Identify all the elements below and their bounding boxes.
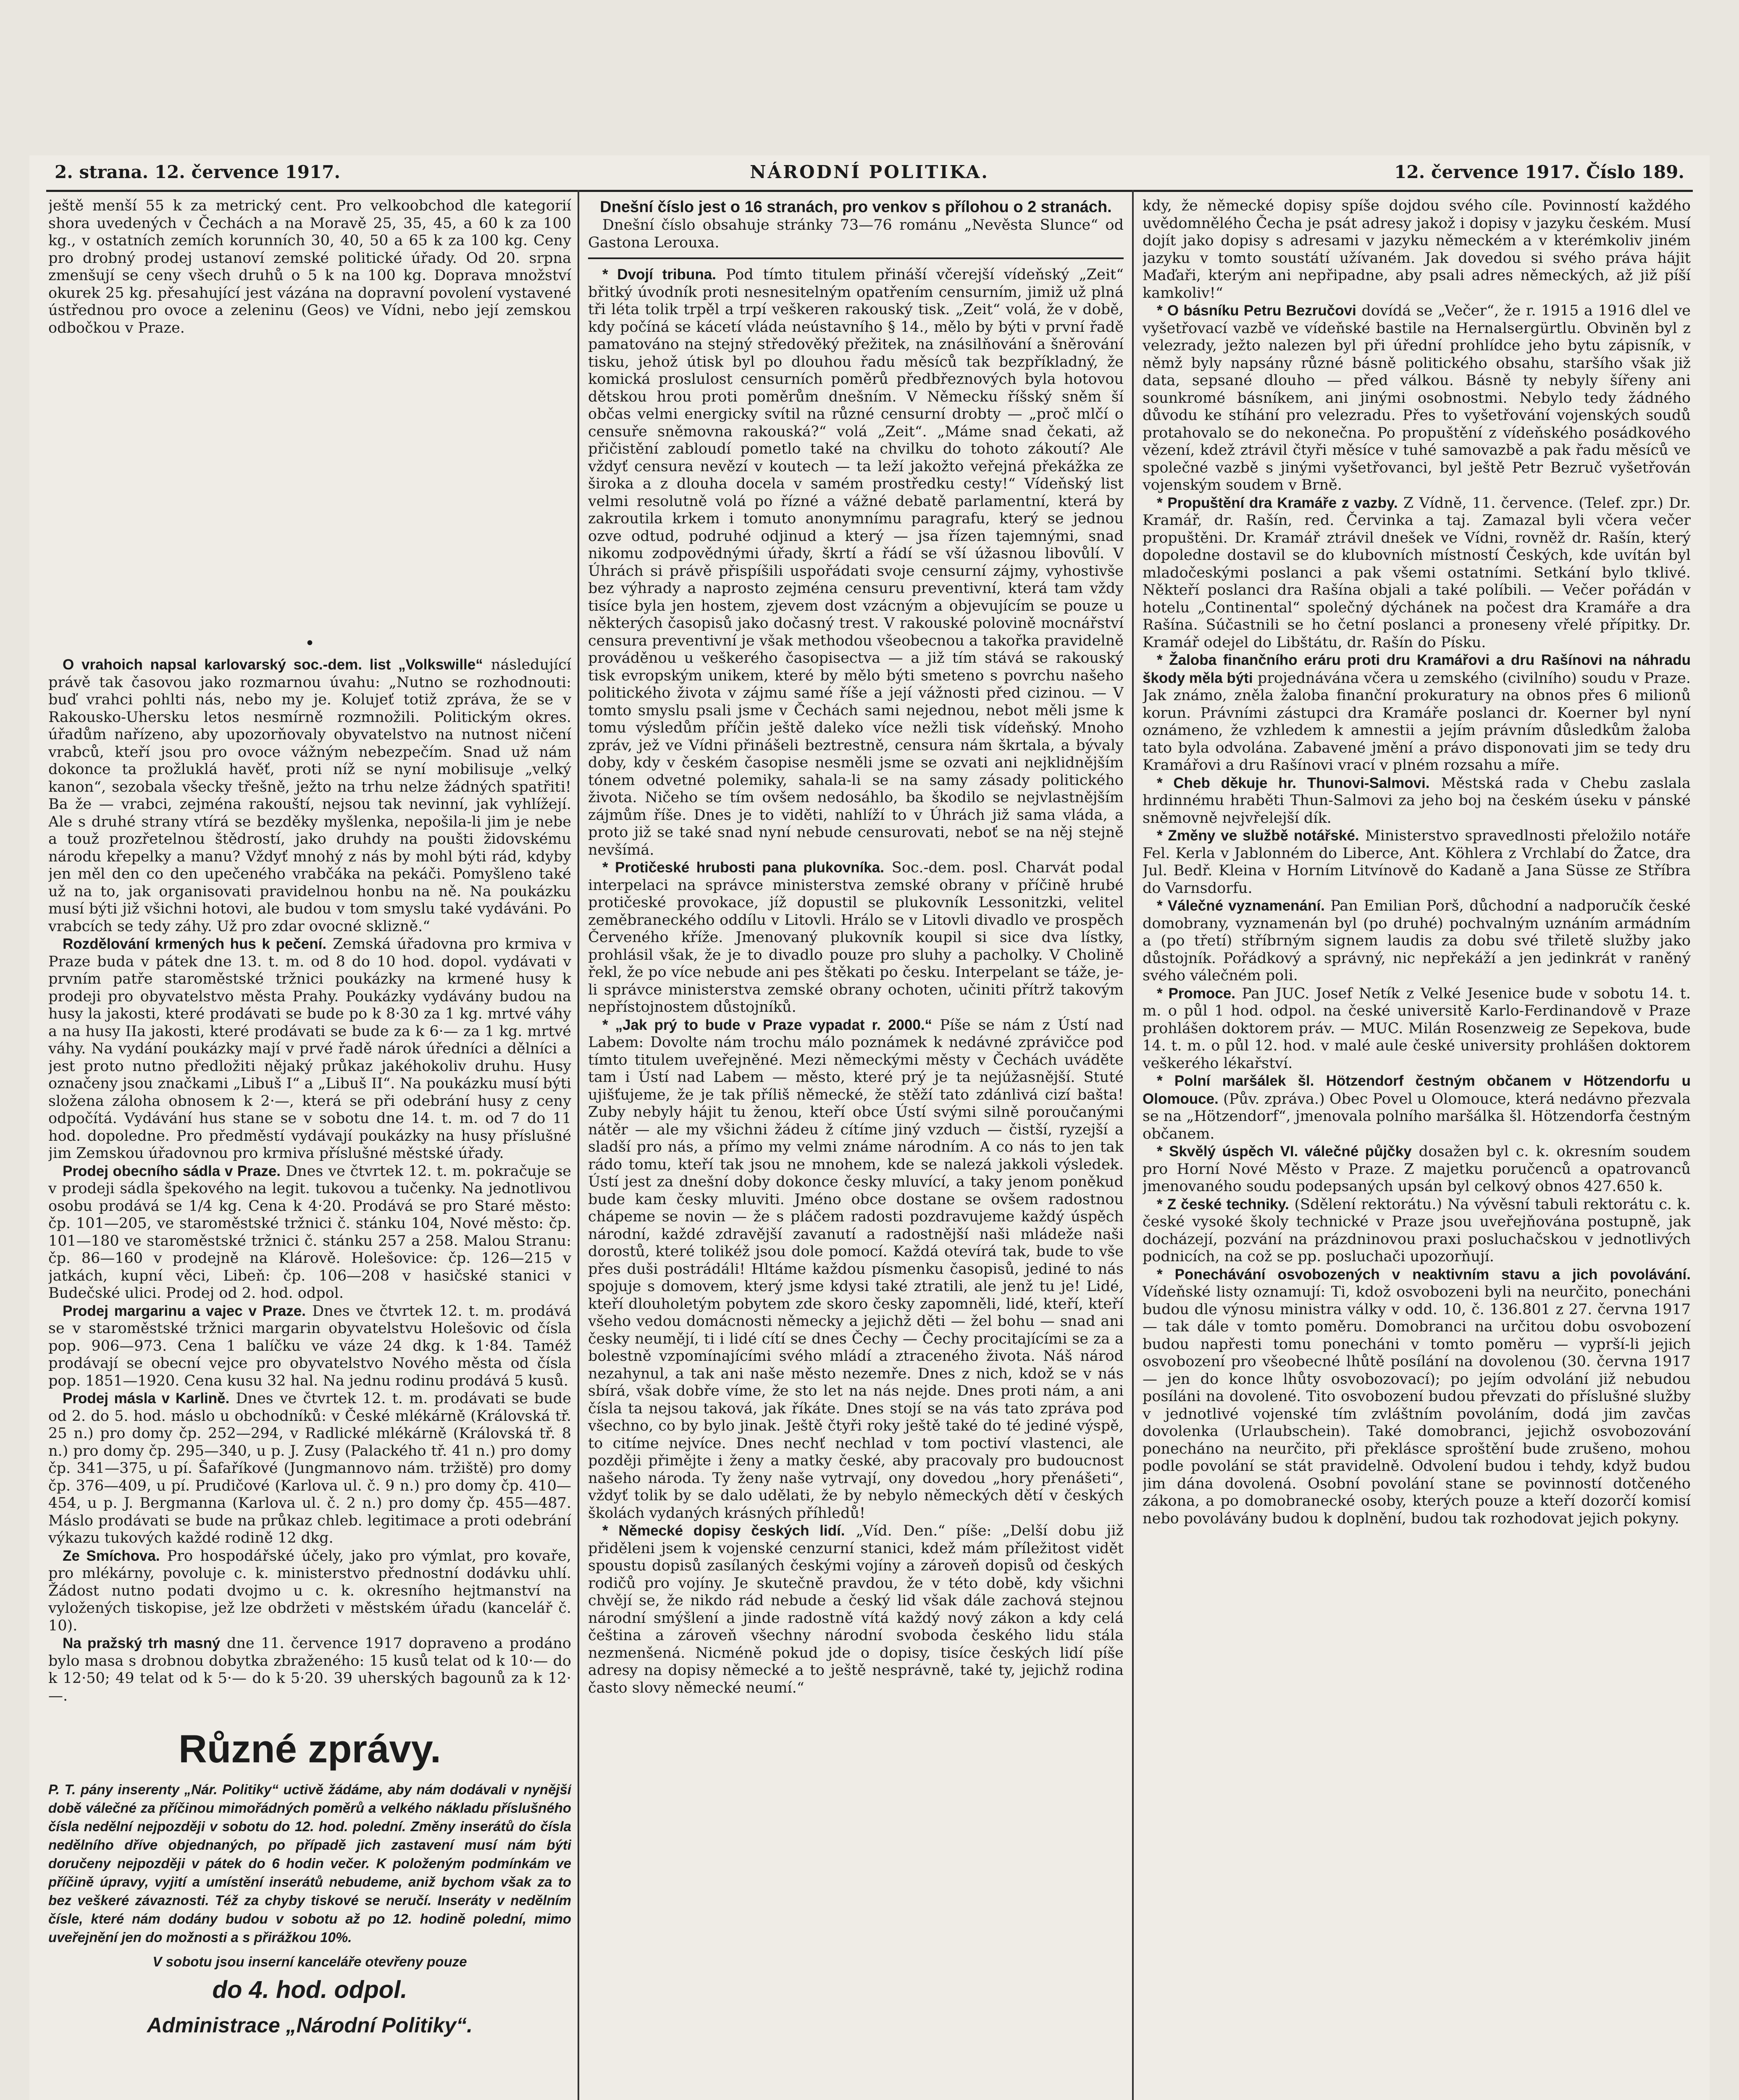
article-cheb-heading: * Cheb děkuje hr. Thunovi-Salmovi. xyxy=(1157,774,1430,791)
issue-notice-box xyxy=(588,197,1124,259)
column-2 xyxy=(588,197,1124,2100)
article-technika-body: (Sdělení rektorátu.) Na vývěsní tabuli rektorátu c. k. české vysoké školy technické v Praze jsou uveřejňována postupně, jak docházejí, pozvání na prázdninovou praxi posluchačskou v jednotlivých podnicích, na což se pp. posluchači upozorňují. xyxy=(1143,1196,1691,1265)
article-plukovnik xyxy=(588,859,1124,1016)
article-maslo-body: Dnes ve čtvrtek 12. t. m. prodávati se bude od 2. do 5. hod. máslo u obchodníků: v České mlékárně (Královská tř. 25 n.) pro domy čp. 252—294, v Radlické mlékárně (Královská tř. 8 n.) pro domy čp. 295—340, u p. J. Zusy (Palackého tř. 41 n.) pro domy čp. 341—375, u pí. Šafaříkové (Jungmannovo nám. tržiště) pro domy čp. 376—409, u pí. Prudičové (Karlova ul. č. 9 n.) pro domy čp. 410—454, u p. J. Bergmanna (Karlova ul. č. 2 n.) pro domy čp. 455—487. Máslo prodávati se bude na průkaz chleb. legitimace a proti odebrání výkazu tukových každé rodině 12 dkg. xyxy=(48,1390,571,1546)
article-zaloba-heading: * Žaloba finančního eráru proti dru Kramářovi a dru Rašínovi na náhradu škody měla býti xyxy=(1143,652,1691,686)
article-nemecke-dopisy-body: „Víd. Den.“ píše: „Delší dobu již přiděleni jsem k vojenské cenzurní stanici, kdež mám příležitost vidět spoustu dopisů zasílaných českými vojíny a zároveň dopisů od českých rodičů pro vojíny. Je skutečně pravdou, že v této době, kdy všichni chvějí se, že nikdo rád nebude a český lid však dále zachová stejnou národní smýšlení a jinde radostně vítá každý nový zákon a kdy celá čeština a zároveň všechny národní svoboda českého lidu stála nezmenšená. Nicméně pokud jde o dopisy, tisíce českých lidí píše adresy na dopisy německé a to ještě nesprávně, také ty, jejichž rodina často slovy německé neumí.“ xyxy=(588,1522,1124,1696)
article-valecna-pujcka-body: dosažen byl c. k. okresním soudem pro Horní Nové Město v Praze. Z majetku poručenců a opatrovanců jmenovaného soudu podepsaných upsán byl celkový obnos 427.650 k. xyxy=(1143,1143,1691,1195)
article-smichov-body: Pro hospodářské účely, jako pro výmlat, pro kovaře, pro mlékárny, povoluje c. k. ministerstvo přednostní dodávku uhlí. Žádost nutno podati dvojmo u c. k. okresního hejtmanství na vyložených tiskopise, jež lze obdržeti v městském úřadu (kancelář č. 10). xyxy=(48,1547,571,1634)
section-title-ruzne-zpravy: Různé zprávy. xyxy=(178,1727,441,1771)
article-praha-2000-heading: * „Jak prý to bude v Praze vypadat r. 2000.“ xyxy=(602,1016,933,1033)
article-dvoji-tribuna xyxy=(588,266,1124,859)
article-margarin xyxy=(48,1302,571,1390)
column-rule-2 xyxy=(1132,190,1134,2100)
page-header xyxy=(55,155,1684,189)
newspaper-page xyxy=(29,155,1710,2100)
article-notari-body: Ministerstvo spravedlnosti přeložilo notáře Fel. Kerla v Jablonném do Liberce, Ant. Köhlera z Vrchlabí do Žatce, dra Jul. Bedř. Kleina v Horním Litvínově do Kadaně a Jana Süsse ze Stříbra do Varnsdorfu. xyxy=(1143,827,1691,897)
header-date-left: 2. strana. 12. července 1917. xyxy=(55,162,341,182)
article-margarin-heading: Prodej margarinu a vajec v Praze. xyxy=(63,1302,306,1319)
article-zaloba-body: projednávána včera u zemského (civilního) soudu v Praze. Jak známo, zněla žaloba finanční prokuratury na obnos přes 6 milionů korun. Právními zástupci dra Kramáře poslanci dr. Koerner byl nyní oznámeno, že vzhledem k amnestii a jejím právním důsledkům žaloba tato byla odvolána. Zabavené jmění a právo disponovati jim se tedy dru Kramářovi a dru Rašínovi vrací v plném rozsahu a míře. xyxy=(1143,669,1691,774)
article-smichov-heading: Ze Smíchova. xyxy=(63,1547,160,1564)
article-dopisy-continued: kdy, že německé dopisy spíše dojdou svého cíle. Povinností každého uvědomnělého Čecha je psát adresy jakož i dopisy v jazyku českém. Musí dojít jako dopisy s adresami v jazyku německém a v kterémkoliv jiném jazyku v tomto soustátí užívaném. Jak dovedou si svého práva hájit Maďaři, kterým ani nepřipadne, aby psali adres německých, až již píší kamkoliv!“ xyxy=(1143,197,1691,302)
article-trh-heading: Na pražský trh masný xyxy=(63,1635,221,1651)
article-kramar-heading: * Propuštění dra Kramáře z vazby. xyxy=(1157,494,1398,511)
article-vrabci-heading: O vrahoich napsal karlovarský soc.-dem. list „Volkswille“ xyxy=(63,656,483,673)
article-vyznamenani-heading: * Válečné vyznamenání. xyxy=(1157,898,1325,914)
column-1 xyxy=(48,197,571,2100)
article-hotzendorf xyxy=(1143,1072,1691,1143)
advertiser-notice: P. T. pány inserenty „Nár. Politiky“ uctivě žádáme, aby nám dodávali v nynější době válečné za příčinou mimořádných poměrů a velkého nákladu příslušného čísla nedělní nejpozději v sobotu do 12. hod. polední. Změny inserátů do čísla nedělního dříve objednaných, po případě jich zastavení musí nám býti doručeny nejpozději v pátek do 6 hodin večer. K položeným podmínkám ve příčině úpravy, vyjití a umístění inserátů nebudeme, aniž bychom však za to bez veškeré závaznosti. Též za chyby tiskové se neručí. Inseráty v nedělním čísle, které nám dodány budou v sobotu až po 12. hodině polední, mimo uveřejnění jen do možnosti a s přirážkou 10%. xyxy=(48,1782,571,1945)
advertiser-notice-time: do 4. hod. odpol. xyxy=(212,1976,407,2003)
article-husy xyxy=(48,935,571,1163)
article-vyznamenani-body: Pan Emilian Porš, důchodní a nadporučík české domobrany, vyznamenán byl (po druhé) pochvalným uznáním armádním a (po třetí) stříbrným signem laudis za dobu své třiletě služby jako důstojník. Pořádkový a správný, nic nepřekáží a jen jedinkrát v raněný svého válečném poli. xyxy=(1143,898,1691,984)
header-date-right: 12. července 1917. Číslo 189. xyxy=(1394,162,1684,182)
article-trh-body: dne 11. července 1917 dopraveno a prodáno bylo masa s drobnou dobytka zbraženého: 15 kusů telat od k 10·— do k 12·50; 49 telat od k 5·— do k 5·20. 39 uherských bagounů za k 12·—. xyxy=(48,1635,571,1704)
masthead-title: NÁRODNÍ POLITIKA. xyxy=(750,162,989,182)
issue-notice: Dnešní číslo jest o 16 stranách, pro venkov s přílohou o 2 stranách. xyxy=(600,198,1112,216)
article-cheb-body: Městská rada v Chebu zaslala hrdinnému hraběti Thun-Salmovi za jeho boj na českém úseku v pánské sněmovně nejvřelejší dík. xyxy=(1143,774,1691,827)
blank-space xyxy=(48,337,571,631)
article-osvobozeni xyxy=(1143,1266,1691,1528)
article-vyznamenani xyxy=(1143,897,1691,985)
article-vrabci-body: následující právě tak časovou jako rozmarnou úvahu: „Nutno se rozhodnouti: buď vrahci pohlti nás, nebo my je. Kolujeť totiž zpráva, že se v Rakousko-Uhersku letos nesmírně rozmnožili. Politickým okres. úřadům nařízeno, aby upozorňovaly obyvatelstvo na nutnost ničení vrabců, kteří jsou pro ovoce vážným nebezpečím. Snad už nám dokonce ta prožluklá havěť, proti níž se nyní mobilisuje „velký kanon“, sezobala všecky třešně, ježto na trhu nelze žádných spatřiti! Ba že — vrabci, zejména rakouští, nejsou tak nevinní, jak vyhlížejí. Ale s druhé strany vtírá se bezděky myšlenka, nepošila-li jim je nebe a touž prozřetelnou štědrostí, jako druhdy na poušti židovskému národu křepelky a manu? Vždyť mnohý z nás by mohl býti rád, kdyby jen měl den co den upečeného vrabčáka na pekáči. Pomyšleno také už na to, jak organisovati pravidelnou honbu na ně. Na poukázku musí býti již všichni hotovi, ale budou v tom smyslu také vydáváni. Po vrabcích se tedy záhy. Už pro zdar ovocné sklizně.“ xyxy=(48,656,571,935)
article-hotzendorf-heading: * Polní maršálek šl. Hötzendorf čestným občanem v Hötzendorfu u Olomouce. xyxy=(1143,1073,1691,1107)
article-okurky-end: ještě menší 55 k za metrický cent. Pro velkoobchod dle kategorií shora uvedených v Čechách a na Moravě 25, 35, 45, a 60 k za 100 kg., v ostatních zemích korunních 30, 40, 50 a 65 k za 100 kg. Ceny pro drobný prodej ustanoví zemské politické úřady. Od 20. srpna zmenšují se ceny všech druhů o 5 k na 100 kg. Doprava množství okurek 25 kg. přesahující jest vázána na dopravní povolení vystavené ústřednou pro ovoce a zeleninu (Geos) ve Vídni, nebo její zemskou odbočkou v Praze. xyxy=(48,197,571,336)
article-valecna-pujcka-heading: * Skvělý úspěch VI. válečné půjčky xyxy=(1157,1143,1412,1160)
article-kramar-body: Z Vídně, 11. července. (Telef. zpr.) Dr. Kramář, dr. Rašín, red. Červinka a taj. Zamazal byli včera večer propuštěni. Dr. Kramář ztrávil dnešek ve Vídni, rovněž dr. Rašín, který dopoledne dostavil se do klubovních místností Českých, kde uvítán byl mladočeskými poslanci a pak všemi ostatními. Setkání bylo tklivé. Někteří poslanci dra Rašína objali a také políbili. — Večer pořádán v hotelu „Continental“ společný dýchánek na počest dra Kramáře a dra Rašína. Súčastnili se ho četní poslanci a proneseny vřelé přípitky. Dr. Kramář odejel do Libštátu, dr. Rašín do Písku. xyxy=(1143,494,1691,651)
article-bezruc-body: dovídá se „Večer“, že r. 1915 a 1916 dlel ve vyšetřovací vazbě ve vídeňské bastile na Hernalsergürtlu. Obviněn byl z velezrady, ježto nalezen byl při úřední prohlídce jeho bytu zápisník, v němž byly napsány různé básně politického obsahu, staršího však již data, sepsané dlouho — před válkou. Básně ty nebyly šířeny ani sounkromé básníkem, ani jinými osobnostmi. Nebylo tedy žádného důvodu ke stíhání pro velezradu. Přes to vyšetřování vojenských soudů protahovalo se do nekonečna. Po propuštění z vídeňského posádkového vězení, kdež ztrávil čtyři měsíce v tuhé samovazbě a pak řadu měsíců ve společné vazbě s jinými vyšetřovanci, byl ještě Petr Bezruč vyšetřován vojenským soudem v Brně. xyxy=(1143,302,1691,494)
header-rule xyxy=(46,190,1693,192)
article-husy-heading: Rozdělování krmených hus k pečení. xyxy=(63,936,327,952)
article-maslo-heading: Prodej másla v Karlině. xyxy=(63,1390,230,1407)
article-husy-body: Zemská úřadovna pro krmiva v Praze buda v pátek dne 13. t. m. od 8 do 10 hod. dopol. vydávati v prvním patře staroměstské tržnici poukázky na krmené husy k prodeji pro obyvatelstvo města Prahy. Poukázky vydávány budou na husy la jakosti, které prodávati se bude po k 8·30 za 1 kg. mrtvé váhy a na husy IIa jakosti, které prodávati se bude za k 6·— za 1 kg. mrtvé váhy. Na vydání poukázky mají v prvé řadě nárok úředníci a dělníci a jest proto nutno předložiti nějaký průkaz jakéhokoliv druhu. Husy označeny jsou značkami „Libuš I“ a „Libuš II“. Na poukázku musí býti složena záloha obnosem k 2·—, která se při odebrání husy z ceny odpočítá. Vydávání hus stane se v sobotu dne 14. t. m. od 7 do 11 hod. dopoledne. Pro předměstí vydávají poukázky na husy příslušné jim Zemskou úřadovnou pro krmiva příslušné městské úřady. xyxy=(48,936,571,1162)
article-sadlo xyxy=(48,1163,571,1302)
article-bezruc-heading: * O básníku Petru Bezručovi xyxy=(1157,302,1356,319)
article-cheb xyxy=(1143,774,1691,827)
article-promoce xyxy=(1143,985,1691,1073)
article-promoce-body: Pan JUC. Josef Netík z Velké Jesenice bude v sobotu 14. t. m. o půl 1 hod. odpol. na české universitě Karlo-Ferdinandově v Praze prohlášen doktorem práv. — MUC. Milán Rosenzweig ze Sepekova, bude 14. t. m. o půl 12. hod. v malé aule české university prohlášen doktorem veškerého lékařství. xyxy=(1143,985,1691,1072)
article-dvoji-tribuna-body: Pod tímto titulem přináší včerejší vídeňský „Zeit“ břitký úvodník proti nesnesitelným opatřením censurním, jimiž už plná tři léta tolik trpěl a trpí veškeren rakouský tisk. „Zeit“ volá, že v době, kdy počíná se kácetí vláda neústavního § 14., mělo by býti v první řadě pamatováno na stejný středověký přežitek, na znásilňování a šněrování tisku, jehož útisk byl po dlouhou řadu měsíců tak bezpříkladný, že komická proslulost censurních poměrů předbřeznových byla hotovou dětskou hrou proti poměrům dnešním. V Německu říšský sněm ší občas velmi energicky svítil na různé censurní drobty — „proč mlčí o censuře sněmovna rakouská?“ volá „Zeit“. „Máme snad čekati, až přičistění zabloudí pometlo také na chvilku do tohoto zákoutí? Ale vždyť censura nevězí v koutech — ta leží jakožto veřejná překážka ze široka a z dlouha docela v samém prostředku cesty!“ Vídeňský list velmi resolutně volá po řízné a vážné debatě parlamentní, která by zakroutila krkem i tomuto anonymnímu paragrafu, který se jednou ozve odtud, podruhé odjinud a který — jsa řízen tajemnými, snad nikomu zodpovědnými úřady, škrtí a řádí se vší úžasnou libovůlí. V Úhrách si právě přispíšili uspořádati svoje censurní zájmy, vyhostivše bez výhrady a naprosto zejména censuru preventivní, která tam vždy tisíce byla jen hostem, zjevem dost vzácným a objevujícím se pouze u některých časopisů jako dočasný trest. V rakouské polovině mocnářství censura preventivní je však methodou všeobecnou a takořka pravidelně prováděnou u veškerého časopisectva — a již tím stává se rakouský tisk evropským unikem, které by mělo býti smeteno s povrchu našeho politického života v zájmu samé říše a její vážnosti před cizinou. — V tomto smyslu psali jsme v Čechách sami nejednou, nebot měli jsme k tomu výsledům příčin ještě daleko více nežli tisk vídeňský. Mnoho zpráv, jež ve Vídni přinášeli beztrestně, censura nám škrtala, a bývaly doby, kdy v českém časopise nesměli jsme se ozvati ani nejklidnějším tónem odvetné polemiky, sahala-li se na samy zásady politického života. Ničeho se tím ovšem nedosáhlo, ba škodilo se nejvlastnějším zájmům říše. Dnes je to viděti, nahlíží to v Úhrách již sama vláda, a proto již se také snad nyní nebude censurovati, neboť se na něj stejně nevšímá. xyxy=(588,266,1124,858)
article-bezruc xyxy=(1143,302,1691,494)
article-margarin-body: Dnes ve čtvrtek 12. t. m. prodává se v staroměstské tržnici margarin obyvatelstvu Holešovic od čísla pop. 906—973. Cena 1 balíčku ve váze 24 dkg. k 1·84. Taméž prodávají se obecní vejce pro obyvatelstvo Nového města od čísla pop. 1851—1920. Cena kusu 32 hal. Na jednu rodinu prodává 5 kusů. xyxy=(48,1302,571,1389)
article-plukovnik-heading: * Protičeské hrubosti pana plukovníka. xyxy=(602,859,884,876)
article-praha-2000-body: Píše se nám z Ústí nad Labem: Dovolte nám trochu málo poznámek k nedávné zprávičce pod tímto titulem uveřejněné. Mezi německými městy v Čechách uváděte tam i Ústí nad Labem — město, které prý je ta nejúžasnější. Stuté ujišťujeme, že je tak příliš německé, že stěží tato zdánlivá cizí bašta! Zuby nebyly hájit tu ženou, kteří obce Ústí svými silně poroučanými nátěr — ale my všichni žádeu ž cítíme jiný vzduch — čistší, ryzejší a sladší pro nás, a přímo my velmi známe národním. A co nás to jen tak rádo tomu, kteří tak jsou ne mnohem, kde se nalezá jakkoli výsledek. Ústí jest za dnešní doby dokonce česky mluvící, a taky jenom poněkud bude kam česky mluviti. Jméno obce dostane se ovšem radostnou chápeme se novin — že s pláčem radosti pozdravujeme každý úspěch národní, každé zdravější zavanutí a radostnější naši mládeže naši dorostů, které tolikéž jsou dole pomocí. Každá otevírá tak, bude to vše přes duši postrádáli! Hltáme každou písmenku časopisů, jediné to nás spojuje s domovem, který jsme kdysi také ztratili, ale jenž tu je! Lidé, kteří dlouholetým pobytem zde skoro česky zapomněli, lidé, kteří, kteří všeho vedou domácnosti německy a jejichž děti — žel bohu — snad ani česky neumějí, ti i lidé cítí se dnes Čechy — Čechy procitajícími se za a bolestně vzpomínajícími svého mládí a ztraceného života. Náš národ nezahynul, a tak ani naše město nezemře. Dnes z nich, kdož se v nás sbírá, však dobře víme, že sto let na nás nejde. Dnes proti nám, a ani čísla ta nejsou taková, jak říkáte. Dnes stojí se na vás tato zpráva pod všechno, co by bylo jinak. Ještě čtyři roky ještě také do té jediné výspě, to citíme nejvíce. Dnes nechť nechlad v tom poctiví vlastenci, ale později přimějte i ženy a matky české, aby pracovaly pro budoucnost našeho národa. Ty ženy naše vytrvají, ony dovedou „hory přenášeti“, vždyť tolik by se dalo udělati, že by nebylo německých dětí v českých školách vydaných krásných příhledů! xyxy=(588,1016,1124,1522)
article-nemecke-dopisy-heading: * Německé dopisy českých lidí. xyxy=(602,1522,845,1539)
article-sadlo-heading: Prodej obecního sádla v Praze. xyxy=(63,1163,281,1179)
article-dvoji-tribuna-heading: * Dvojí tribuna. xyxy=(602,266,716,283)
article-sadlo-body: Dnes ve čtvrtek 12. t. m. pokračuje se v prodeji sádla špekového na legit. tukovou a tučenky. Na jednotlivou osobu prodává se 1/4 kg. Cena k 4·20. Prodává se pro Staré město: čp. 101—205, ve staroměstské tržnici č. stánku 104, Nové město: čp. 101—180 ve staroměstské tržnici č. stánku 257 a 258. Malou Stranu: čp. 86—160 v prodejně na Klárově. Holešovice: čp. 126—215 v jatkách, kupní věci, Libeň: čp. 106—208 v hasičské stanici v Budečské ulici. Prodej od 2. hod. odpol. xyxy=(48,1163,571,1302)
article-kramar xyxy=(1143,494,1691,652)
article-osvobozeni-heading: * Ponechávání osvobozených v neaktivním stavu a jich povolávání. xyxy=(1157,1266,1691,1283)
article-notari xyxy=(1143,827,1691,897)
article-vrabci xyxy=(48,656,571,935)
issue-notice-novel: Dnešní číslo obsahuje stránky 73—76 románu „Nevěsta Slunce“ od Gastona Lerouxa. xyxy=(588,217,1124,251)
advertiser-notice-signature: Administrace „Národní Politiky“. xyxy=(147,2013,473,2037)
article-praha-2000 xyxy=(588,1016,1124,1522)
advertiser-notice-hours: V sobotu jsou inserní kanceláře otevřeny pouze xyxy=(152,1954,467,1969)
article-valecna-pujcka xyxy=(1143,1143,1691,1196)
article-trh xyxy=(48,1635,571,1705)
article-promoce-heading: * Promoce. xyxy=(1157,985,1236,1002)
article-technika xyxy=(1143,1196,1691,1266)
column-rule-1 xyxy=(578,190,579,2100)
article-smichov xyxy=(48,1547,571,1635)
article-zaloba xyxy=(1143,651,1691,774)
article-plukovnik-body: Soc.-dem. posl. Charvát podal interpelaci na správce ministerstva zemské obrany v příčině hrubé protičeské provokace, jíž dopustil se plukovník Lessonitzki, velitel zeměbraneckého oddílu v Litovli. Hrálo se v Litovli divadlo ve prospěch Červeného kříže. Jmenovaný plukovník koupil si sice dva lístky, prohlásil však, že je to divadlo pouze pro sluhy a pacholky. V Cholině řekl, že po více nebude ani pes štěkati po česku. Interpelant se táže, je-li správce ministerstva zemské obrany ochoten, učiniti přítrž takovým nepřístojnostem důstojníků. xyxy=(588,859,1124,1016)
article-maslo xyxy=(48,1390,571,1547)
article-osvobozeni-body: Vídeňské listy oznamují: Ti, kdož osvobozeni byli na neurčito, ponecháni budou dle výnosu ministra války v odd. 10, č. 136.801 z 27. června 1917 — tak dále v tomto poměru. Domobranci na určitou dobu osvobození budou napřesti tomu ponecháni v tomto poměru — vyprší-li jejich osvobození pro všeobecné lhůtě posílání na dovolenou (30. června 1917 — jen do konce lhůty osvobozovací); po jejím odvolání již nebudou posíláni na dovolené. Tito osvobození budou převzati do příslušné služby v jednotlivé vojenské tím zvláštním povoláním, dodá jim zavčas dovolenka (Urlaubschein). Také domobranci, jejichž osvobozování ponecháno na neurčito, při překlásce sproštění bude zrušeno, mohou podle povolání se stát pravidelně. Odvolení budou i tehdy, když budou jim dána dovolená. Osobní povolání stane se povinností dotčeného zákona, a po domobranecké osoby, kterých pouze a kteří dozorčí komisí nebo povolávány budou k doplnění, budou tak rozhodovat jejich pokyny. xyxy=(1143,1284,1691,1527)
article-notari-heading: * Změny ve službě notářské. xyxy=(1157,827,1359,844)
article-hotzendorf-body: (Pův. zpráva.) Obec Povel u Olomouce, která nedávno přezvala se na „Hötzendorf“, jmenovala polního maršálka šl. Hötzendorfa čestným občanem. xyxy=(1143,1090,1691,1142)
article-technika-heading: * Z české techniky. xyxy=(1157,1196,1289,1213)
column-3 xyxy=(1143,197,1691,2100)
article-nemecke-dopisy xyxy=(588,1522,1124,1697)
separator-dot: • xyxy=(305,634,315,653)
